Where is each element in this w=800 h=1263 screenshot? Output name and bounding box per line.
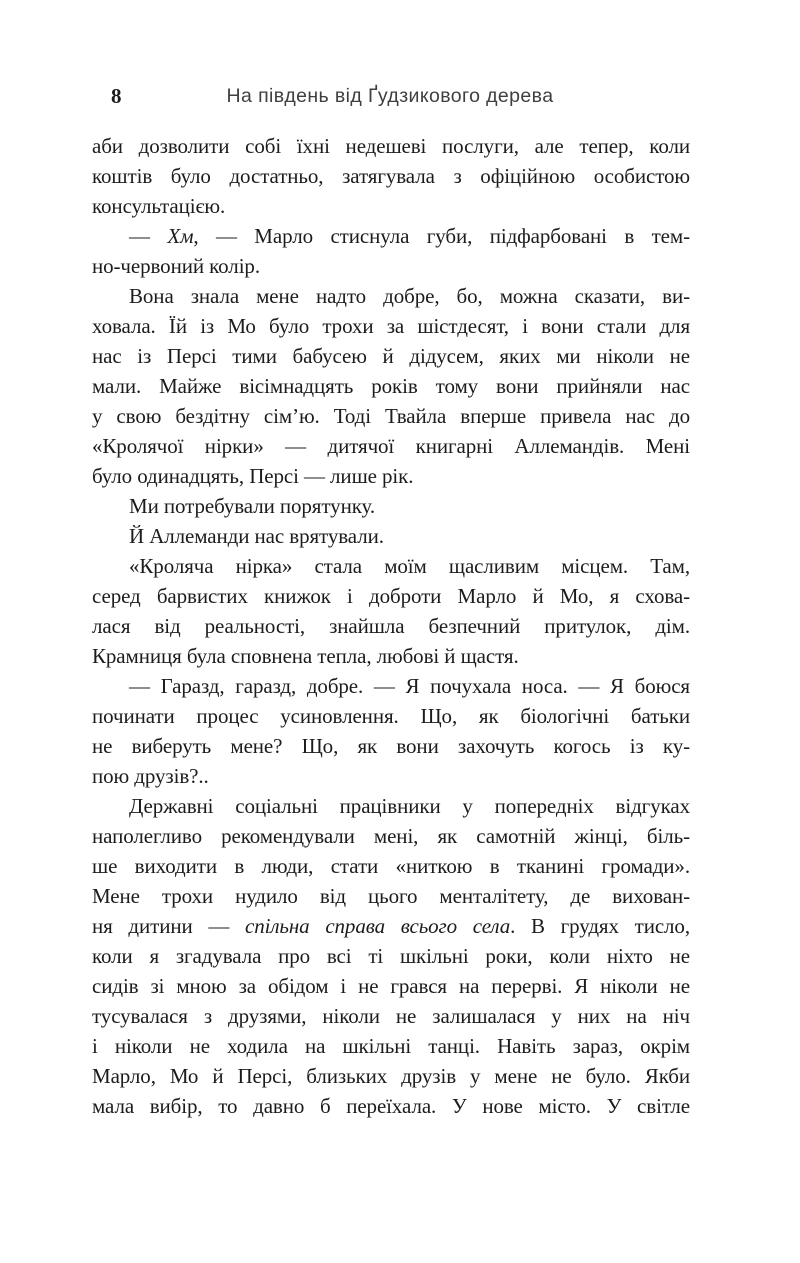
text-run: і ніколи не ходила на шкільні танці. Навіть зараз, окрім [92,1034,690,1058]
text-line [92,701,690,731]
text-run: Мене трохи нудило від цього менталітету, де вихован- [92,884,690,908]
text-line [92,341,690,371]
text-line [92,191,690,221]
text-run: «Кролячої нірки» — дитячої книгарні Аллемандів. Мені [92,434,690,458]
text-line [92,311,690,341]
italic-text: Хм [167,224,194,248]
paragraph [92,521,690,551]
text-run: коштів було достатньо, затягувала з офіційною особистою [92,164,690,188]
paragraph [92,221,690,281]
text-run: Вона знала мене надто добре, бо, можна сказати, ви- [129,284,690,308]
text-line [92,911,690,941]
text-line [92,521,690,551]
text-run: ше виходити в люди, стати «ниткою в тканині громади». [92,854,690,878]
text-run: ховала. Їй із Мо було трохи за шістдесят, і вони стали для [92,314,690,338]
text-run: мала вибір, то давно б переїхала. У нове місто. У світле [92,1094,690,1118]
page-body [92,131,690,1121]
text-line [92,791,690,821]
paragraph [92,491,690,521]
paragraph [92,791,690,1121]
text-line [92,731,690,761]
text-run: нас із Персі тими бабусею й дідусем, яких ми ніколи не [92,344,690,368]
text-run: но-червоний колір. [92,254,260,278]
text-line [92,431,690,461]
text-run: наполегливо рекомендували мені, як самотній жінці, біль- [92,824,690,848]
text-run: пою друзів?.. [92,764,209,788]
text-run: аби дозволити собі їхні недешеві послуги, але тепер, коли [92,134,690,158]
page-number: 8 [111,84,122,108]
text-run: Крамниця була сповнена тепла, любові й щастя. [92,644,519,668]
text-run: Державні соціальні працівники у попередніх відгуках [129,794,690,818]
text-line [92,1001,690,1031]
text-run: , — Марло стиснула губи, підфарбовані в тем- [193,224,690,248]
text-line [92,851,690,881]
paragraph [92,281,690,491]
text-run: мали. Майже вісімнадцять років тому вони прийняли нас [92,374,690,398]
text-line [92,131,690,161]
text-run: Ми потребували порятунку. [129,494,375,518]
running-head: На південь від Ґудзикового дерева [226,85,554,107]
italic-text: спільна справа всього села [245,914,511,938]
text-run: Марло, Мо й Персі, близьких друзів у мене не було. Якби [92,1064,690,1088]
text-line [92,551,690,581]
text-line [92,611,690,641]
paragraph [92,551,690,671]
text-line [92,461,690,491]
text-run: . В грудях тисло, [510,914,690,938]
text-line [92,821,690,851]
text-line [92,581,690,611]
text-run: тусувалася з друзями, ніколи не залишалася у них на ніч [92,1004,690,1028]
text-line [92,1091,690,1121]
text-run: коли я згадувала про всі ті шкільні роки, коли ніхто не [92,944,690,968]
text-line [92,1061,690,1091]
text-run: — Гаразд, гаразд, добре. — Я почухала носа. — Я боюся [129,674,690,698]
text-line [92,641,690,671]
text-line [92,251,690,281]
text-run: ня дитини — [92,914,245,938]
text-line [92,491,690,521]
text-run: було одинадцять, Персі — лише рік. [92,464,414,488]
text-run: у свою бездітну сім’ю. Тоді Твайла вперше привела нас до [92,404,690,428]
text-run: лася від реальності, знайшла безпечний притулок, дім. [92,614,690,638]
text-line [92,1031,690,1061]
text-line [92,281,690,311]
text-line [92,371,690,401]
text-line [92,971,690,1001]
text-run: сидів зі мною за обідом і не грався на перерві. Я ніколи не [92,974,690,998]
text-run: Й Аллеманди нас врятували. [129,524,384,548]
text-line [92,671,690,701]
text-line [92,161,690,191]
text-line [92,881,690,911]
text-run: починати процес усиновлення. Що, як біологічні батьки [92,704,690,728]
text-run: — [129,224,168,248]
text-run: «Кроляча нірка» стала моїм щасливим місцем. Там, [129,554,690,578]
text-line [92,221,690,251]
text-run: не виберуть мене? Що, як вони захочуть когось із ку- [92,734,690,758]
text-run: консультацією. [92,194,226,218]
text-line [92,941,690,971]
paragraph [92,131,690,221]
text-line [92,401,690,431]
text-run: серед барвистих книжок і доброти Марло й Мо, я схова- [92,584,690,608]
text-line [92,761,690,791]
paragraph [92,671,690,791]
